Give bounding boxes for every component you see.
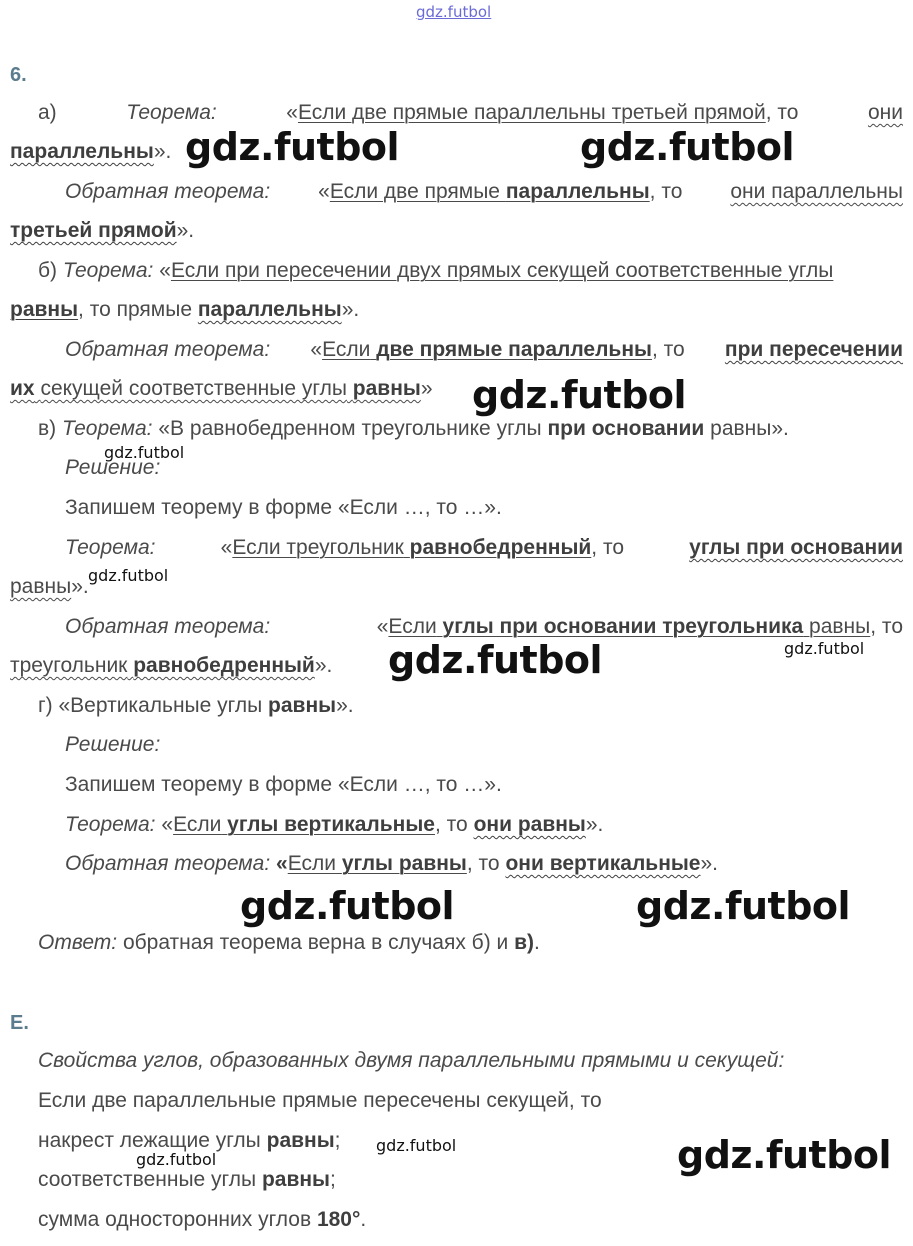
watermark-small-4: gdz.futbol bbox=[376, 1136, 457, 1155]
watermark-large-2: gdz.futbol bbox=[580, 125, 795, 169]
watermark-large-7: gdz.futbol bbox=[677, 1133, 892, 1177]
a-theorem-line-2: параллельны». bbox=[10, 140, 172, 163]
section-6-number: 6. bbox=[10, 64, 27, 86]
section-e-line-1: Если две параллельные прямые пересечены секущей, то bbox=[38, 1089, 602, 1112]
section-e-line-2: накрест лежащие углы равны; bbox=[38, 1129, 341, 1152]
watermark-small-3: gdz.futbol bbox=[784, 639, 865, 658]
section-e-number: Е. bbox=[10, 1012, 29, 1034]
a-converse-line-2: третьей прямой». bbox=[10, 219, 195, 242]
a-theorem-line-1 bbox=[38, 100, 903, 126]
section-e-line-4: сумма односторонних углов 180°. bbox=[38, 1208, 367, 1231]
b-converse-line-2: их секущей соответственные углы равны» bbox=[10, 377, 433, 400]
v-theorem-form-line-2: равны». bbox=[10, 575, 89, 598]
watermark-large-3: gdz.futbol bbox=[472, 373, 687, 417]
v-converse-line-2: треугольник равнобедренный». bbox=[10, 654, 333, 677]
a-converse-line-1: Обратная теорема: «Если две прямые параллельны, то они параллельны bbox=[65, 180, 903, 203]
watermark-small-2: gdz.futbol bbox=[88, 566, 169, 585]
g-rewrite-line: Запишем теорему в форме «Если …, то …». bbox=[65, 773, 502, 796]
b-converse-line-1: Обратная теорема: «Если две прямые параллельны, то при пересечении bbox=[65, 338, 903, 361]
v-theorem-line: в) Теорема: «В равнобедренном треугольнике углы при основании равны». bbox=[38, 417, 789, 440]
watermark-large-4: gdz.futbol bbox=[388, 638, 603, 682]
watermark-large-5: gdz.futbol bbox=[240, 884, 455, 928]
v-rewrite-line: Запишем теорему в форме «Если …, то …». bbox=[65, 496, 502, 519]
g-statement-line: г) «Вертикальные углы равны». bbox=[38, 694, 354, 717]
section-e-line-3: соответственные углы равны; bbox=[38, 1168, 336, 1191]
watermark-large-6: gdz.futbol bbox=[636, 884, 851, 928]
watermark-small-1: gdz.futbol bbox=[104, 443, 185, 462]
b-theorem-line-1: б) Теорема: «Если при пересечении двух прямых секущей соответственные углы bbox=[38, 259, 834, 282]
v-solution-label: Решение: bbox=[65, 456, 161, 479]
a-theorem-label: Теорема: bbox=[126, 101, 217, 124]
a-label: а) bbox=[38, 101, 57, 124]
section-e-title: Свойства углов, образованных двумя параллельными прямыми и секущей: bbox=[38, 1049, 785, 1072]
g-solution-label: Решение: bbox=[65, 733, 161, 756]
g-theorem-line: Теорема: «Если углы вертикальные, то они равны». bbox=[65, 813, 604, 836]
watermark-large-1: gdz.futbol bbox=[185, 125, 400, 169]
a-theorem-text: «Если две прямые параллельны третьей прямой, то bbox=[286, 101, 799, 124]
answer-line: Ответ: обратная теорема верна в случаях б) и в). bbox=[38, 931, 540, 954]
v-converse-line-1: Обратная теорема: «Если углы при основании треугольника равны, то bbox=[65, 615, 903, 638]
v-theorem-form-line-1: Теорема: «Если треугольник равнобедренный, то углы при основании bbox=[65, 536, 903, 559]
g-converse-line: Обратная теорема: «Если углы равны, то они вертикальные». bbox=[65, 852, 719, 875]
watermark-small-5: gdz.futbol bbox=[136, 1150, 217, 1169]
watermark-link[interactable]: gdz.futbol bbox=[416, 3, 492, 21]
a-theorem-oni: они bbox=[867, 101, 903, 124]
b-theorem-line-2: равны, то прямые параллельны». bbox=[10, 298, 360, 321]
